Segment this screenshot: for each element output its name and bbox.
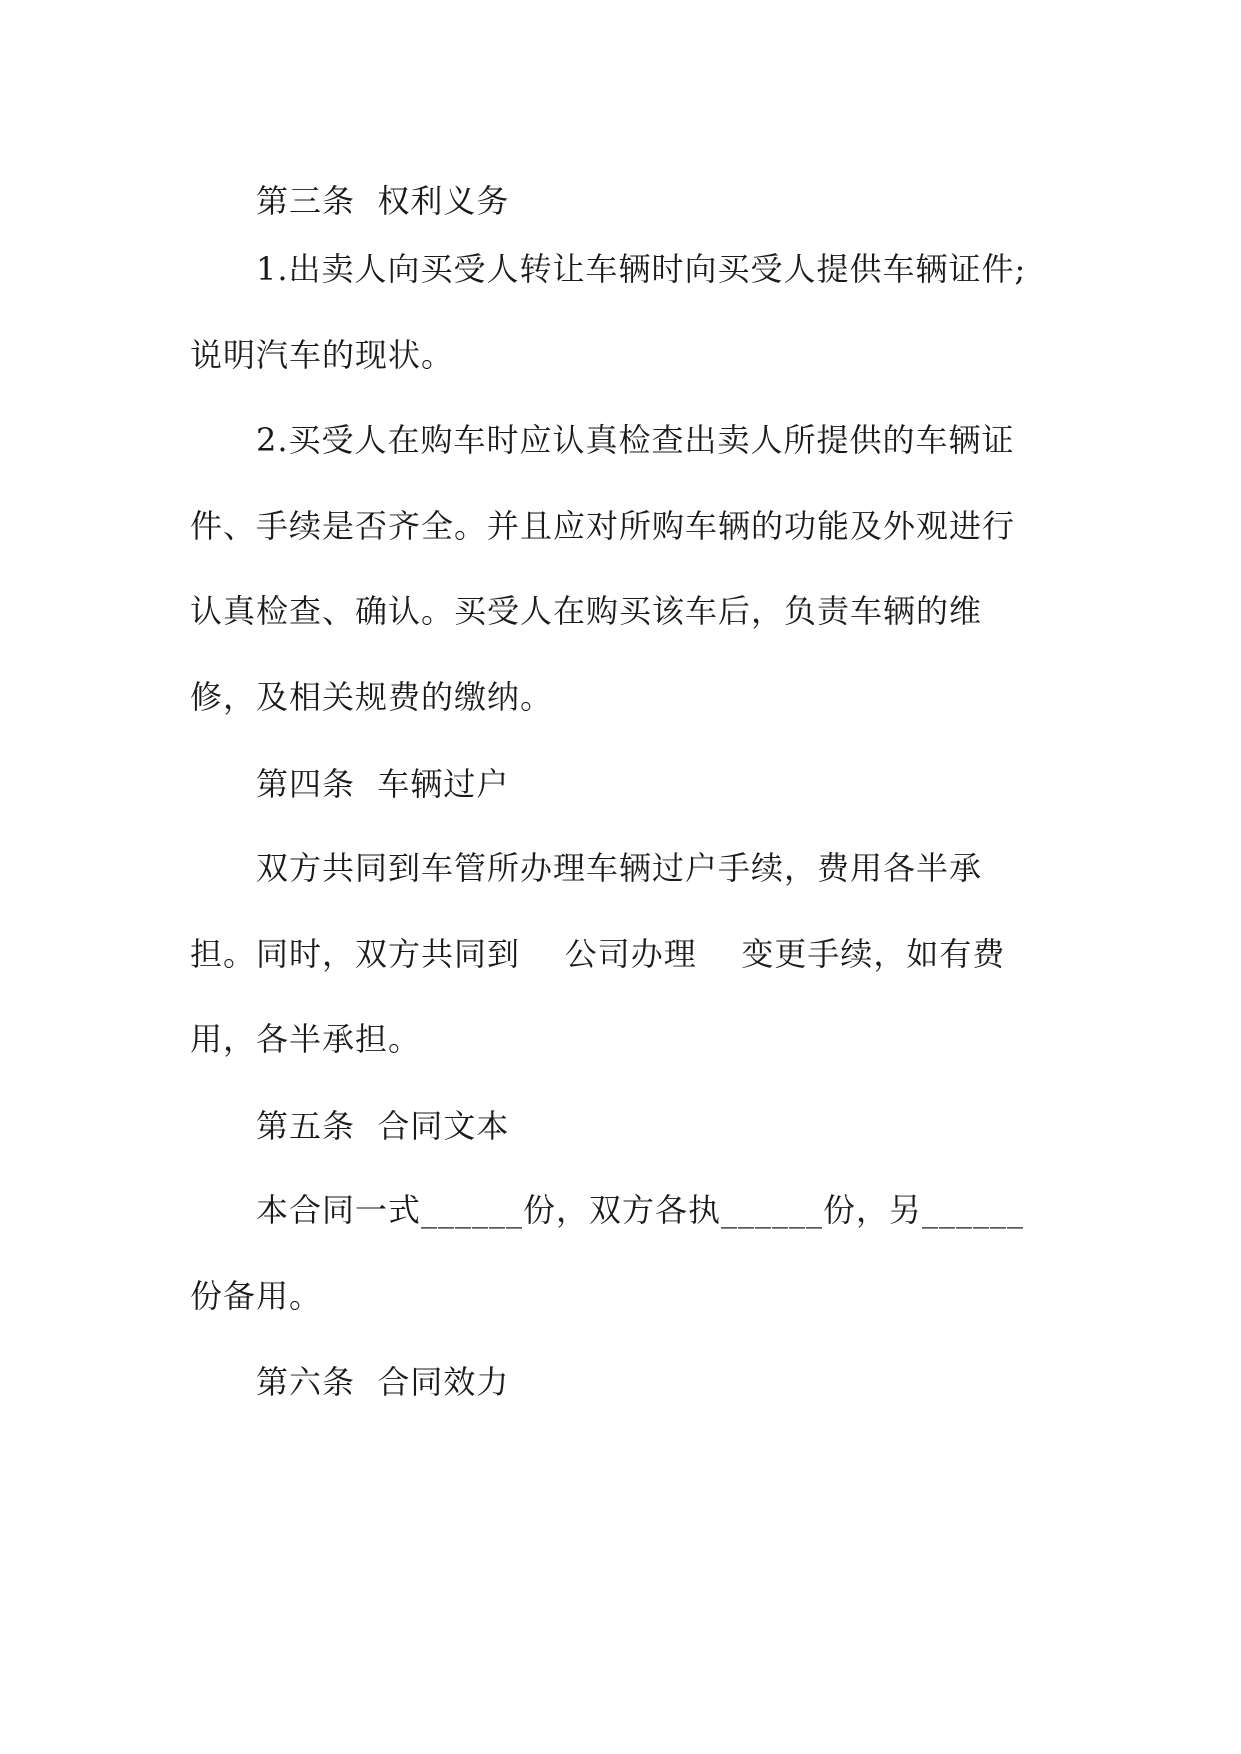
article-3-item-2-line-4: 修，及相关规费的缴纳。 <box>190 678 554 716</box>
article-3-item-2-line-3: 认真检查、确认。买受人在购买该车后，负责车辆的维 <box>190 592 983 630</box>
article-3-item-1-line-1: 1.出卖人向买受人转让车辆时向买受人提供车辆证件; <box>256 250 1027 288</box>
article-4-heading: 第四条 车辆过户 <box>256 765 510 803</box>
article-5-heading: 第五条 合同文本 <box>256 1107 510 1145</box>
article-4-paragraph-line-2: 担。同时，双方共同到 公司办理 变更手续，如有费 <box>190 935 1006 973</box>
article-3-item-1-line-2: 说明汽车的现状。 <box>190 336 455 374</box>
article-6-heading: 第六条 合同效力 <box>256 1363 510 1401</box>
article-3-item-2-line-1: 2.买受人在购车时应认真检查出卖人所提供的车辆证 <box>256 421 1015 459</box>
article-5-paragraph-line-1: 本合同一式______份，双方各执______份，另______ <box>256 1191 1025 1229</box>
article-4-paragraph-line-1: 双方共同到车管所办理车辆过户手续，费用各半承 <box>256 849 983 887</box>
article-5-paragraph-line-2: 份备用。 <box>190 1277 323 1315</box>
article-4-paragraph-line-3: 用，各半承担。 <box>190 1020 422 1058</box>
article-3-heading: 第三条 权利义务 <box>256 182 510 220</box>
article-3-item-2-line-2: 件、手续是否齐全。并且应对所购车辆的功能及外观进行 <box>190 507 1016 545</box>
